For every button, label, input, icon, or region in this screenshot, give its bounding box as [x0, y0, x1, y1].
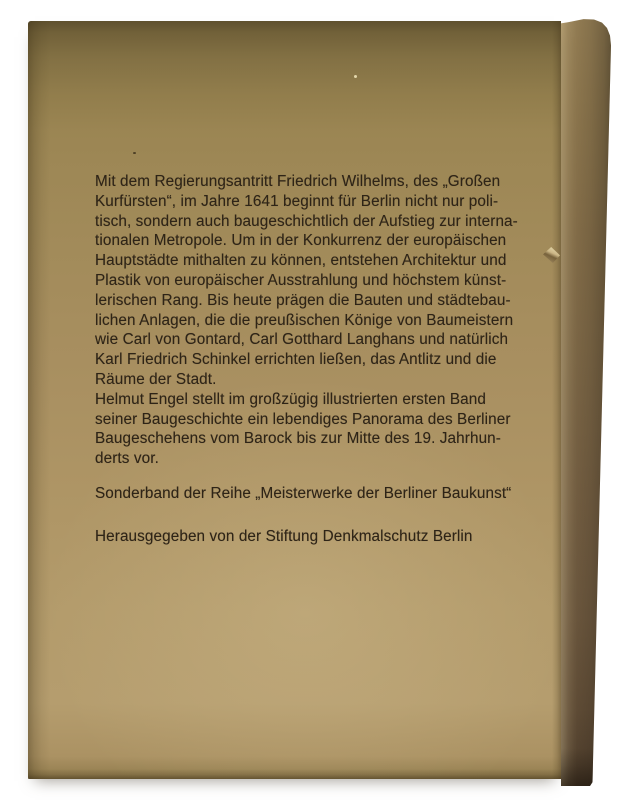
blurb-line: lichen Anlagen, die die preußischen Könige von Baumeistern — [95, 311, 514, 329]
blurb-line: tionalen Metropole. Um in der Konkurrenz der europäischen — [95, 232, 507, 250]
cover-bottom-edge-shading — [28, 769, 561, 779]
blurb-line: Helmut Engel stellt im großzügig illustrierten ersten Band — [95, 390, 486, 408]
blurb-line: Mit dem Regierungsantritt Friedrich Wilhelms, des „Großen — [95, 173, 501, 190]
blurb-line: Kurfürsten“, im Jahre 1641 beginnt für Berlin nicht nur poli- — [95, 192, 499, 210]
blurb-line: derts vor. — [95, 450, 159, 468]
book-back-cover — [28, 21, 561, 779]
book — [28, 18, 611, 788]
cover-right-fold-shading — [552, 21, 561, 779]
publisher-note: Herausgegeben von der Stiftung Denkmalschutz Berlin — [95, 528, 473, 545]
fore-edge-sheen — [561, 18, 611, 786]
blurb-line: Baugeschehens vom Barock bis zur Mitte des 19. Jahrhun- — [95, 430, 501, 448]
cover-speck-light — [354, 75, 357, 78]
blurb-line: Karl Friedrich Schinkel errichten ließen, das Antlitz und die — [95, 351, 497, 369]
blurb-line: wie Carl von Gontard, Carl Gotthard Langhans und natürlich — [95, 331, 509, 349]
blurb-line: seiner Baugeschichte ein lebendiges Panorama des Berliner — [95, 410, 511, 428]
fore-edge-bottom-shadow — [561, 748, 611, 786]
blurb-line: Räume der Stadt. — [95, 370, 217, 388]
cover-speck-dark — [133, 152, 136, 154]
cover-left-fold-shading — [28, 21, 50, 779]
series-note: Sonderband der Reihe „Meisterwerke der Berliner Baukunst“ — [95, 485, 512, 502]
blurb-line: tisch, sondern auch baugeschichtlich der Aufstieg zur interna- — [95, 212, 518, 230]
blurb-line: Plastik von europäischer Ausstrahlung und höchstem künst- — [95, 271, 507, 289]
blurb-line: Hauptstädte mithalten zu können, entstehen Architektur und — [95, 252, 507, 270]
cover-top-shading — [28, 21, 561, 131]
blurb-line: lerischen Rang. Bis heute prägen die Bauten und städtebau- — [95, 291, 511, 309]
book-fore-edge — [561, 18, 611, 786]
blurb-text — [95, 172, 547, 469]
